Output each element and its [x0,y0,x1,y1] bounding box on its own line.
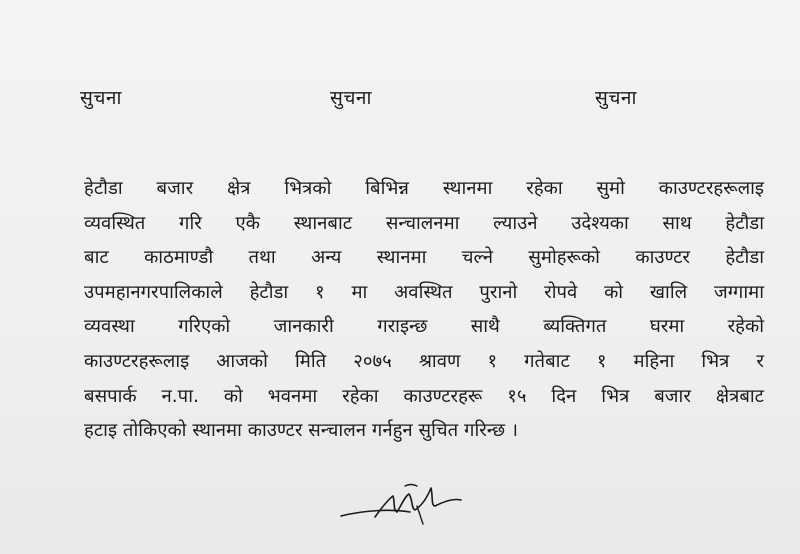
notice-body [84,172,764,449]
notice-body-line: काउण्टरहरूलाइ आजको मिति २०७५ श्रावण १ गतेबाट १ महिना भित्र र [84,350,764,372]
notice-body-line: उपमहानगरपालिकाले हेटौडा १ मा अवस्थित पुरानो रोपवे को खालि जग्गामा [84,281,764,303]
notice-body-line: हेटौडा बजार क्षेत्र भित्रको बिभिन्न स्थानमा रहेका सुमो काउण्टरहरूलाइ [84,178,764,199]
notice-body-line: व्यवस्था गरिएको जानकारी गराइन्छ साथै ब्यक्तिगत घरमा रहेको [84,316,764,338]
notice-heading-right: सुचना [595,87,637,109]
notice-heading-center: सुचना [330,87,372,109]
notice-body-line: बाट काठमाण्डौ तथा अन्य स्थानमा चल्ने सुमोहरूको काउण्टर हेटौडा [84,247,764,269]
notice-body-line: व्यवस्थित गरि एकै स्थानबाट सन्चालनमा ल्याउने उदेश्यका साथ हेटौडा [84,212,764,234]
signature-icon [335,476,485,536]
notice-body-line: हटाइ तोकिएको स्थानमा काउण्टर सन्चालन गर्नहुन सुचित गरिन्छ । [84,420,518,442]
notice-heading-left: सुचना [80,87,122,109]
notice-body-line: बसपार्क न.पा. को भवनमा रहेका काउण्टरहरू १५ दिन भित्र बजार क्षेत्रबाट [84,385,764,407]
